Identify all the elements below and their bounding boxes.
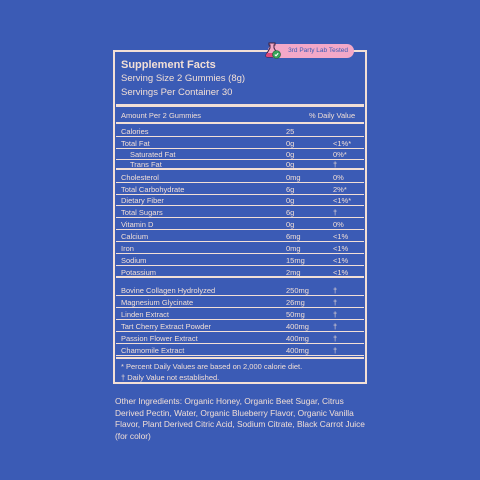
nutrient-daily-value: † <box>333 160 338 169</box>
nutrient-amount: 0g <box>286 150 295 159</box>
nutrient-amount: 6g <box>286 208 295 217</box>
nutrient-daily-value: † <box>333 334 338 343</box>
nutrient-name: Dietary Fiber <box>121 196 164 205</box>
nutrient-daily-value: 0% <box>333 220 344 229</box>
nutrient-amount: 250mg <box>286 286 309 295</box>
nutrient-daily-value: <1%* <box>333 139 352 148</box>
thick-divider-top <box>116 104 364 107</box>
nutrient-name: Potassium <box>121 268 157 277</box>
nutrient-name: Total Sugars <box>121 208 163 217</box>
nutrient-name: Total Fat <box>121 139 150 148</box>
badge-label: 3rd Party Lab Tested <box>288 47 348 54</box>
nutrient-name: Sodium <box>121 256 147 265</box>
nutrient-row <box>116 207 364 218</box>
nutrient-daily-value: † <box>333 208 338 217</box>
thick-divider-amount <box>116 122 364 124</box>
nutrient-daily-value: <1% <box>333 256 349 265</box>
thick-divider-bottom <box>116 357 364 359</box>
nutrient-row <box>116 243 364 254</box>
nutrient-row <box>116 126 364 137</box>
nutrient-daily-value: † <box>333 298 338 307</box>
nutrient-daily-value: <1% <box>333 244 349 253</box>
nutrient-daily-value: † <box>333 322 338 331</box>
nutrient-name: Chamomile Extract <box>121 346 185 355</box>
nutrient-name: Calcium <box>121 232 149 241</box>
nutrient-amount: 6mg <box>286 232 301 241</box>
nutrient-row <box>116 267 364 278</box>
nutrient-name: Vitamin D <box>121 220 154 229</box>
nutrient-name: Total Carbohydrate <box>121 185 185 194</box>
nutrient-daily-value: <1% <box>333 232 349 241</box>
nutrient-amount: 15mg <box>286 256 305 265</box>
nutrient-amount: 6g <box>286 185 295 194</box>
nutrient-name: Iron <box>121 244 134 253</box>
nutrient-row <box>116 297 364 308</box>
nutrient-amount: 2mg <box>286 268 301 277</box>
nutrient-amount: 0g <box>286 139 295 148</box>
nutrient-row <box>116 255 364 266</box>
nutrient-amount: 0mg <box>286 173 301 182</box>
nutrient-amount: 26mg <box>286 298 305 307</box>
nutrient-name: Magnesium Glycinate <box>121 298 194 307</box>
nutrient-daily-value: 0%* <box>333 150 347 159</box>
amount-header: Amount Per 2 Gummies <box>121 111 202 120</box>
nutrient-name: Trans Fat <box>130 160 162 169</box>
nutrient-row <box>116 345 364 356</box>
nutrient-daily-value: <1% <box>333 268 349 277</box>
nutrient-row <box>116 333 364 344</box>
nutrient-row <box>116 184 364 195</box>
dv-header: % Daily Value <box>309 111 356 120</box>
nutrient-row <box>116 285 364 296</box>
nutrient-row <box>116 219 364 230</box>
nutrient-amount: 0mg <box>286 244 301 253</box>
nutrient-amount: 400mg <box>286 334 309 343</box>
nutrient-amount: 50mg <box>286 310 305 319</box>
nutrient-name: Cholesterol <box>121 173 159 182</box>
nutrient-name: Linden Extract <box>121 310 169 319</box>
nutrient-amount: 400mg <box>286 346 309 355</box>
nutrient-row <box>116 159 364 170</box>
nutrient-amount: 25 <box>286 127 295 136</box>
nutrient-amount: 400mg <box>286 322 309 331</box>
nutrient-row <box>116 172 364 183</box>
nutrient-name: Calories <box>121 127 149 136</box>
nutrient-row <box>116 321 364 332</box>
footnote-daily-values: * Percent Daily Values are based on 2,000 calorie diet. <box>121 362 303 371</box>
footnote-not-established: † Daily Value not established. <box>121 373 220 382</box>
nutrient-amount: 0g <box>286 220 295 229</box>
flask-check-icon <box>262 40 282 60</box>
other-ingredients: Other Ingredients: Organic Honey, Organic Beet Sugar, Citrus Derived Pectin, Water, Organic Blueberry Flavor, Organic Vanilla Flavor, Plant Derived Citric Acid, Sodium Citrate, Black Carrot Juice (for color) <box>115 396 365 441</box>
nutrient-amount: 0g <box>286 160 295 169</box>
nutrient-daily-value: 2%* <box>333 185 347 194</box>
nutrient-row <box>116 309 364 320</box>
serving-size: Serving Size 2 Gummies (8g) <box>121 73 246 84</box>
nutrient-name: Passion Flower Extract <box>121 334 198 343</box>
nutrient-row <box>116 138 364 149</box>
nutrient-name: Saturated Fat <box>130 150 176 159</box>
servings-per-container: Servings Per Container 30 <box>121 87 233 98</box>
nutrient-name: Bovine Collagen Hydrolyzed <box>121 286 216 295</box>
nutrient-daily-value: † <box>333 346 338 355</box>
panel-title: Supplement Facts <box>121 59 216 71</box>
nutrient-row <box>116 231 364 242</box>
nutrient-daily-value: <1%* <box>333 196 352 205</box>
nutrient-name: Tart Cherry Extract Powder <box>121 322 212 331</box>
nutrient-row <box>116 195 364 206</box>
nutrient-daily-value: † <box>333 310 338 319</box>
nutrient-daily-value: † <box>333 286 338 295</box>
nutrient-daily-value: 0% <box>333 173 344 182</box>
nutrient-amount: 0g <box>286 196 295 205</box>
